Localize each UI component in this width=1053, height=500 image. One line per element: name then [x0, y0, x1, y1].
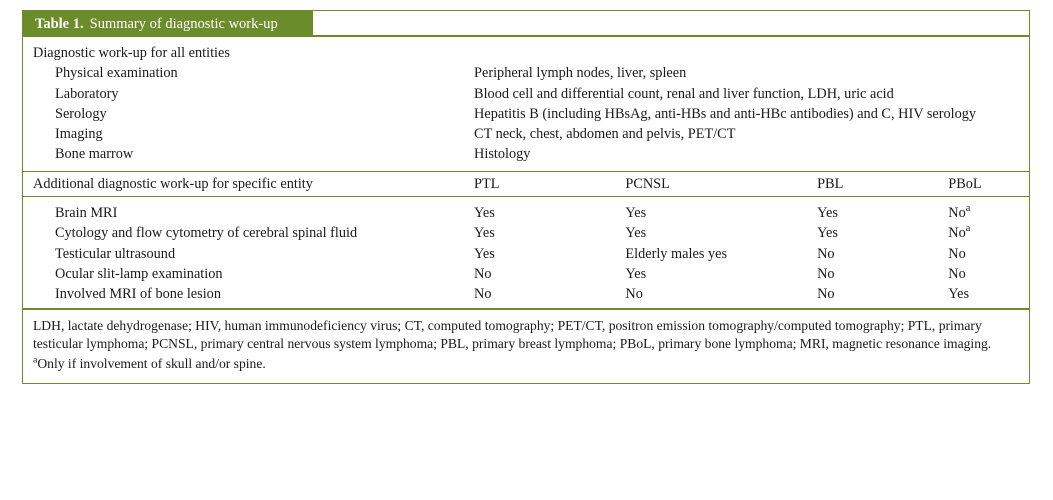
row-value-pcnsl: Elderly males yes: [625, 245, 728, 262]
row-value-pbol: No: [948, 245, 966, 262]
table-row: [23, 244, 1029, 264]
row-item: Imaging: [55, 126, 103, 143]
row-item: Physical examination: [55, 65, 178, 82]
row-item: Brain MRI: [55, 205, 118, 222]
table-footnotes: [23, 308, 1029, 383]
row-value-pbol: Yes: [948, 286, 970, 303]
row-value-ptl: Yes: [474, 245, 495, 262]
caption-fill: [313, 11, 1029, 37]
table-row-section-header-specific: [23, 171, 1029, 196]
column-header-ptl: PTL: [474, 171, 625, 196]
table-row-section-header-all: [23, 37, 1029, 63]
row-value-pbl: No: [817, 265, 835, 282]
table-1: [22, 10, 1030, 384]
footnote-a: [33, 355, 1017, 373]
footnote-a-text: Only if involvement of skull and/or spine.: [37, 355, 266, 371]
row-detail: Blood cell and differential count, renal and liver function, LDH, uric acid: [474, 85, 894, 102]
row-value-pcnsl: No: [625, 286, 643, 303]
caption-label: Table 1.: [35, 15, 84, 32]
section-header-all-entities: Diagnostic work-up for all entities: [33, 45, 230, 61]
row-value-pcnsl: Yes: [625, 205, 647, 222]
table-row: [23, 197, 1029, 224]
table-row: [23, 104, 1029, 124]
table-row: [23, 264, 1029, 284]
row-value-pbol: [948, 223, 1029, 243]
row-item: Testicular ultrasound: [55, 245, 176, 262]
caption-text: Summary of diagnostic work-up: [89, 15, 278, 32]
row-detail: Hepatitis B (including HBsAg, anti-HBs and anti-HBc antibodies) and C, HIV serology: [474, 105, 977, 122]
footnote-a-marker: a: [33, 354, 38, 366]
row-detail: Histology: [474, 146, 531, 163]
row-item: Serology: [55, 105, 107, 122]
table-row: [23, 63, 1029, 83]
row-detail: Peripheral lymph nodes, liver, spleen: [474, 65, 687, 82]
row-value-pbol: [948, 197, 1029, 224]
row-item: Cytology and flow cytometry of cerebral spinal fluid: [55, 225, 358, 242]
empty-cell: [474, 37, 1029, 63]
row-item: Bone marrow: [55, 146, 134, 163]
row-item: Involved MRI of bone lesion: [55, 286, 221, 303]
table-row: [23, 284, 1029, 307]
row-detail: CT neck, chest, abdomen and pelvis, PET/CT: [474, 126, 736, 143]
column-header-pbl: PBL: [817, 171, 948, 196]
row-item: Ocular slit-lamp examination: [55, 265, 223, 282]
row-value-ptl: Yes: [474, 225, 495, 242]
table-row: [23, 84, 1029, 104]
row-item: Laboratory: [55, 85, 119, 102]
column-header-pbol: PBoL: [948, 171, 1029, 196]
footnote-marker: a: [965, 223, 971, 235]
row-value-pbol: No: [948, 265, 966, 282]
row-value-pbol-text: No: [948, 205, 966, 222]
row-value-pcnsl: Yes: [625, 265, 647, 282]
row-value-pbl: No: [817, 286, 835, 303]
column-header-pcnsl: PCNSL: [625, 171, 817, 196]
row-value-pbol-text: No: [948, 225, 966, 242]
row-value-ptl: Yes: [474, 205, 495, 222]
table-row: [23, 124, 1029, 144]
table-row: [23, 144, 1029, 171]
diagnostic-workup-table: [23, 37, 1029, 308]
row-value-ptl: No: [474, 265, 492, 282]
footnote-marker: a: [965, 203, 971, 215]
row-value-pbl: Yes: [817, 225, 838, 242]
table-caption-row: [23, 10, 1029, 37]
footnote-abbreviations: LDH, lactate dehydrogenase; HIV, human immunodeficiency virus; CT, computed tomography; PET/CT, positron emission tomography/computed tomography; PTL, primary testicular lymphoma; PCNSL, primary central nervous system lymphoma; PBL, primary breast lymphoma; PBoL, primary bone lymphoma; MRI, magnetic resonance imaging.: [33, 317, 992, 351]
section-header-specific-entity: Additional diagnostic work-up for specific entity: [23, 171, 474, 196]
table-caption: [23, 11, 313, 37]
row-value-pbl: No: [817, 245, 835, 262]
row-value-pcnsl: Yes: [625, 225, 647, 242]
table-row: [23, 223, 1029, 243]
row-value-ptl: No: [474, 286, 492, 303]
row-value-pbl: Yes: [817, 205, 838, 222]
